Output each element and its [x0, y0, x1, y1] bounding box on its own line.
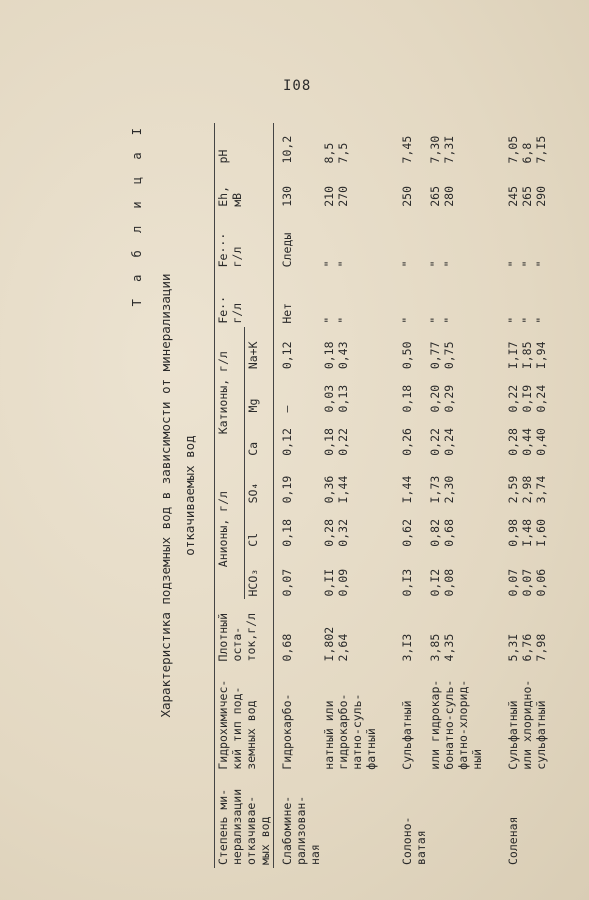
cell-eh: 270	[336, 185, 350, 207]
cell-nak	[456, 327, 470, 373]
cell-hco3: 0,08	[442, 568, 456, 597]
header-hco3: HCO₃	[244, 550, 274, 600]
title-line: Характеристика подземных вод в зависимости от минерализации	[158, 273, 173, 718]
cell-ca: 0,26	[400, 428, 414, 456]
cell-ph	[364, 123, 378, 166]
cell-mg: 0,22	[506, 384, 520, 413]
cell-degree: Соленая	[506, 816, 520, 865]
cell-eh: 245	[506, 185, 520, 207]
table-row	[400, 123, 428, 868]
table-row	[428, 123, 442, 868]
cell-mg: 0,I9	[520, 384, 534, 413]
cell-fe3: "	[336, 260, 350, 268]
cell-hco3: 0,06	[534, 568, 548, 597]
cell-eh: 130	[280, 185, 294, 207]
cell-hco3	[456, 550, 470, 600]
cell-nak	[470, 327, 484, 373]
cell-hydrochem-type: фатный	[364, 728, 378, 770]
cell-ph	[470, 123, 484, 166]
cell-eh: 250	[400, 185, 414, 207]
cell-ca	[350, 415, 364, 458]
cell-fe2: "	[336, 316, 350, 324]
cell-fe2: "	[428, 316, 442, 324]
cell-so4: 2,59	[506, 475, 520, 504]
cell-nak: 0,12	[280, 341, 294, 370]
cell-nak	[350, 327, 364, 373]
cell-mg	[470, 372, 484, 415]
cell-hco3	[470, 550, 484, 600]
cell-cl: 0,68	[442, 519, 456, 547]
cell-nak: I,94	[534, 341, 548, 370]
cell-hydrochem-type: Гидрокарбо-	[280, 693, 294, 770]
cell-ca: 0,22	[428, 428, 442, 456]
group-spacer	[484, 123, 506, 868]
header-dry-residue: Плотный оста- ток,г/л	[215, 600, 274, 665]
cell-hco3: 0,07	[280, 568, 294, 597]
cell-hydrochem-type: Сульфатный	[400, 700, 414, 770]
cell-fe2: "	[534, 316, 548, 324]
cell-mg: 0,13	[336, 384, 350, 413]
cell-mg	[364, 372, 378, 415]
cell-degree	[322, 773, 336, 868]
header-ca: Ca	[244, 415, 274, 458]
table-row	[350, 123, 364, 868]
cell-dry: I,802	[322, 626, 336, 662]
cell-so4: I,44	[336, 475, 350, 504]
cell-degree: Слабомине- рализован- ная	[280, 795, 322, 865]
table-row	[364, 123, 378, 868]
cell-degree	[336, 773, 350, 868]
cell-fe3	[456, 210, 470, 271]
cell-hco3: 0,09	[336, 568, 350, 597]
cell-hydrochem-type: натно-суль-	[350, 693, 364, 770]
cell-cl	[456, 506, 470, 549]
cell-eh: 290	[534, 185, 548, 207]
cell-cl: 0,28	[322, 519, 336, 547]
cell-ph: 10,2	[280, 135, 294, 164]
cell-hco3: 0,I3	[400, 568, 414, 597]
cell-dry	[364, 600, 378, 665]
cell-so4	[470, 459, 484, 507]
cell-hydrochem-type: бонатно-суль-	[442, 679, 456, 770]
cell-mg: 0,03	[322, 384, 336, 413]
cell-so4: I,73	[428, 475, 442, 504]
cell-ca: 0,40	[534, 428, 548, 456]
cell-cl	[470, 506, 484, 549]
cell-dry: 6,76	[520, 633, 534, 662]
header-so4: SO₄	[244, 459, 274, 507]
cell-so4: 0,36	[322, 475, 336, 504]
header-fe2: Fe·· г/л	[215, 270, 274, 326]
cell-ph: 6,8	[520, 142, 534, 164]
cell-fe2	[364, 270, 378, 326]
cell-eh	[470, 166, 484, 209]
cell-so4: 3,74	[534, 475, 548, 504]
cell-ca: 0,28	[506, 428, 520, 456]
cell-nak: 0,50	[400, 341, 414, 370]
cell-fe3: "	[442, 260, 456, 268]
cell-ca: 0,24	[442, 428, 456, 456]
cell-so4	[456, 459, 470, 507]
cell-degree: Солоно- ватая	[400, 816, 428, 865]
cell-hco3: 0,I2	[428, 568, 442, 597]
header-anions: Анионы, г/л	[215, 459, 245, 600]
cell-mg: 0,29	[442, 384, 456, 413]
cell-ph: 7,5	[336, 142, 350, 164]
cell-ca: 0,12	[280, 428, 294, 456]
header-degree: Степень ми- нерализации откачивае- мых вод	[215, 773, 274, 868]
cell-dry	[350, 600, 364, 665]
cell-cl	[350, 506, 364, 549]
header-mg: Mg	[244, 372, 274, 415]
cell-fe3: "	[520, 260, 534, 268]
cell-degree	[364, 773, 378, 868]
cell-eh	[456, 166, 470, 209]
cell-mg	[456, 372, 470, 415]
table-row	[336, 123, 350, 868]
cell-hco3: 0,07	[520, 568, 534, 597]
cell-fe3: "	[322, 260, 336, 268]
rotated-table-block	[128, 123, 563, 868]
cell-dry: 5,3I	[506, 633, 520, 662]
header-fe3: Fe··· г/л	[215, 210, 274, 271]
cell-dry: 4,35	[442, 633, 456, 662]
cell-fe3	[350, 210, 364, 271]
cell-ph: 7,30	[428, 135, 442, 164]
cell-cl: I,60	[534, 519, 548, 547]
table-row	[520, 123, 534, 868]
table-row	[470, 123, 484, 868]
cell-dry: 0,68	[280, 633, 294, 662]
cell-ca	[470, 415, 484, 458]
table-row	[456, 123, 470, 868]
cell-so4: 2,30	[442, 475, 456, 504]
cell-hydrochem-type: фатно-хлорид-	[456, 679, 470, 770]
cell-hydrochem-type: натный или	[322, 700, 336, 770]
spacer-cell	[378, 123, 400, 868]
cell-degree	[428, 773, 442, 868]
header-hydrochem-type: Гидрохимичес- кий тип под- земных вод	[215, 664, 274, 772]
cell-nak: I,I7	[506, 341, 520, 370]
cell-cl	[364, 506, 378, 549]
cell-fe3: "	[400, 260, 414, 268]
cell-cl: 0,82	[428, 519, 442, 547]
cell-fe2	[456, 270, 470, 326]
cell-eh: 265	[428, 185, 442, 207]
cell-ca: 0,44	[520, 428, 534, 456]
cell-eh: 280	[442, 185, 456, 207]
cell-ph: 7,I5	[534, 135, 548, 164]
cell-hco3: 0,II	[322, 568, 336, 597]
cell-fe2: "	[442, 316, 456, 324]
cell-mg: 0,24	[534, 384, 548, 413]
title-line: откачиваемых вод	[182, 435, 197, 556]
cell-hco3	[350, 550, 364, 600]
cell-hydrochem-type: или гидрокар-	[428, 679, 442, 770]
cell-ca: 0,18	[322, 428, 336, 456]
cell-degree	[456, 773, 470, 868]
cell-degree	[534, 773, 548, 868]
cell-degree	[470, 773, 484, 868]
cell-ca	[456, 415, 470, 458]
table-title	[154, 123, 202, 868]
cell-ph	[456, 123, 470, 166]
cell-nak: I,85	[520, 341, 534, 370]
cell-dry: 3,85	[428, 633, 442, 662]
cell-fe2: "	[506, 316, 520, 324]
cell-so4: 2,98	[520, 475, 534, 504]
cell-eh: 265	[520, 185, 534, 207]
cell-fe2	[350, 270, 364, 326]
cell-ph: 7,05	[506, 135, 520, 164]
cell-hydrochem-type: гидрокарбо-	[336, 693, 350, 770]
spacer-cell	[484, 123, 506, 868]
cell-mg	[350, 372, 364, 415]
cell-ca	[364, 415, 378, 458]
cell-fe3: "	[428, 260, 442, 268]
cell-ph: 7,45	[400, 135, 414, 164]
cell-cl: 0,18	[280, 519, 294, 547]
cell-fe2: Нет	[280, 302, 294, 324]
cell-hydrochem-type: Сульфатный	[506, 700, 520, 770]
table-row	[274, 123, 323, 868]
header-nak: Na+K	[244, 327, 274, 373]
cell-fe3	[364, 210, 378, 271]
cell-mg: –	[280, 405, 294, 413]
cell-ph: 8,5	[322, 142, 336, 164]
cell-cl: 0,98	[506, 519, 520, 547]
cell-ca: 0,22	[336, 428, 350, 456]
cell-degree	[350, 773, 364, 868]
cell-cl: 0,32	[336, 519, 350, 547]
cell-mg: 0,18	[400, 384, 414, 413]
cell-fe2: "	[400, 316, 414, 324]
cell-fe3: "	[506, 260, 520, 268]
cell-mg: 0,20	[428, 384, 442, 413]
cell-nak: 0,18	[322, 341, 336, 370]
header-ph: pH	[215, 123, 274, 166]
cell-so4: I,44	[400, 475, 414, 504]
cell-degree	[520, 773, 534, 868]
cell-nak	[364, 327, 378, 373]
table-caption: Т а б л и ц а I	[130, 123, 144, 307]
table-row	[322, 123, 336, 868]
cell-dry: 2,64	[336, 633, 350, 662]
cell-hydrochem-type: сульфатный	[534, 700, 548, 770]
cell-dry: 3,I3	[400, 633, 414, 662]
mineralization-table	[214, 123, 548, 868]
group-spacer	[378, 123, 400, 868]
table-row	[506, 123, 520, 868]
cell-dry	[470, 600, 484, 665]
table-row	[442, 123, 456, 868]
cell-so4: 0,19	[280, 475, 294, 504]
table-row	[534, 123, 548, 868]
cell-cl: 0,62	[400, 519, 414, 547]
cell-nak: 0,77	[428, 341, 442, 370]
cell-so4	[350, 459, 364, 507]
cell-hco3	[364, 550, 378, 600]
cell-fe2: "	[520, 316, 534, 324]
cell-hydrochem-type: ный	[470, 748, 484, 770]
cell-fe2	[470, 270, 484, 326]
cell-hco3: 0,07	[506, 568, 520, 597]
cell-eh	[364, 166, 378, 209]
cell-so4	[364, 459, 378, 507]
cell-nak: 0,75	[442, 341, 456, 370]
header-cations: Катионы, г/л	[215, 327, 245, 459]
cell-cl: I,48	[520, 519, 534, 547]
cell-degree	[442, 773, 456, 868]
cell-fe2: "	[322, 316, 336, 324]
cell-fe3: "	[534, 260, 548, 268]
cell-nak: 0,43	[336, 341, 350, 370]
cell-fe3	[470, 210, 484, 271]
header-cl: Cl	[244, 506, 274, 549]
page-number: I08	[283, 78, 312, 94]
cell-dry	[456, 600, 470, 665]
cell-hydrochem-type: или хлоридно-	[520, 679, 534, 770]
cell-ph: 7,3I	[442, 135, 456, 164]
header-eh: Eh, мВ	[215, 166, 274, 209]
cell-fe3: Следы	[280, 232, 294, 268]
cell-eh	[350, 166, 364, 209]
cell-ph	[350, 123, 364, 166]
cell-dry: 7,98	[534, 633, 548, 662]
cell-eh: 210	[322, 185, 336, 207]
